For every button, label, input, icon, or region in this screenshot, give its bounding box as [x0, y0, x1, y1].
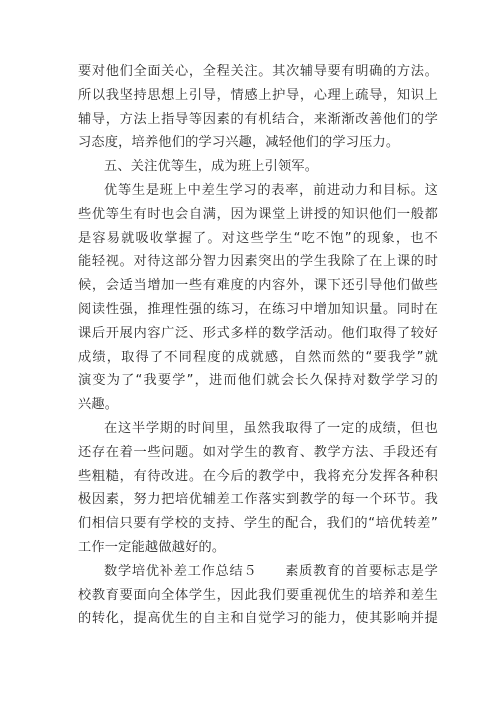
text-line: 些粗糙，有待改进。在今后的教学中，我将充分发挥各种积: [78, 468, 438, 484]
paragraph-p2: [78, 155, 438, 179]
text-line: 能轻视。对待这部分智力因素突出的学生我除了在上课的时: [78, 254, 438, 270]
text-line: 演变为了“我要学”，进而他们就会长久保持对数学学习的: [78, 373, 438, 389]
text-line: 候，会适当增加一些有难度的内容外，课下还引导他们做些: [78, 278, 438, 294]
text-line: 还存在着一些问题。如对学生的教育、教学方法、手段还有: [78, 444, 438, 460]
paragraph-p4: [78, 417, 438, 560]
text-line: 在这半学期的时间里，虽然我取得了一定的成绩，但也: [104, 420, 438, 436]
document-body: [78, 60, 438, 631]
text-line: 校教育要面向全体学生，因此我们要重视优生的培养和差生: [78, 587, 438, 603]
text-line: 辅导，方法上指导等因素的有机结合，来渐渐改善他们的学: [78, 111, 438, 127]
paragraph-p1: [78, 60, 438, 155]
text-line: 阅读性强，推理性强的练习，在练习中增加知识量。同时在: [78, 301, 438, 317]
text-line: 极因素，努力把培优辅差工作落实到教学的每一个环节。我: [78, 492, 438, 508]
text-line: 数学培优补差工作总结５ 素质教育的首要标志是学: [104, 563, 438, 579]
text-line: 成绩，取得了不同程度的成就感，自然而然的“要我学”就: [78, 349, 438, 365]
text-line: 兴趣。: [78, 397, 119, 413]
text-line: 要对他们全面关心，全程关注。其次辅导要有明确的方法。: [78, 64, 438, 79]
text-line: 课后开展内容广泛、形式多样的数学活动。他们取得了较好: [78, 325, 438, 341]
paragraph-p5: [78, 560, 438, 631]
text-line: 工作一定能越做越好的。: [78, 539, 226, 555]
text-line: 些优等生有时也会自满，因为课堂上讲授的知识他们一般都: [78, 206, 438, 222]
text-line: 的转化，提高优生的自主和自觉学习的能力，使其影响并提: [78, 611, 438, 627]
paragraph-p3: [78, 179, 438, 417]
text-line: 优等生是班上中差生学习的表率，前进动力和目标。这: [104, 182, 438, 198]
text-line: 所以我坚持思想上引导，情感上护导，心理上疏导，知识上: [78, 87, 438, 103]
text-line: 是容易就吸收掌握了。对这些学生“吃不饱”的现象，也不: [78, 230, 438, 246]
text-line: 们相信只要有学校的支持、学生的配合，我们的“培优转差”: [78, 516, 438, 532]
text-line: 习态度，培养他们的学习兴趣，减轻他们的学习压力。: [78, 135, 400, 151]
text-line: 五、关注优等生，成为班上引领军。: [104, 159, 319, 175]
